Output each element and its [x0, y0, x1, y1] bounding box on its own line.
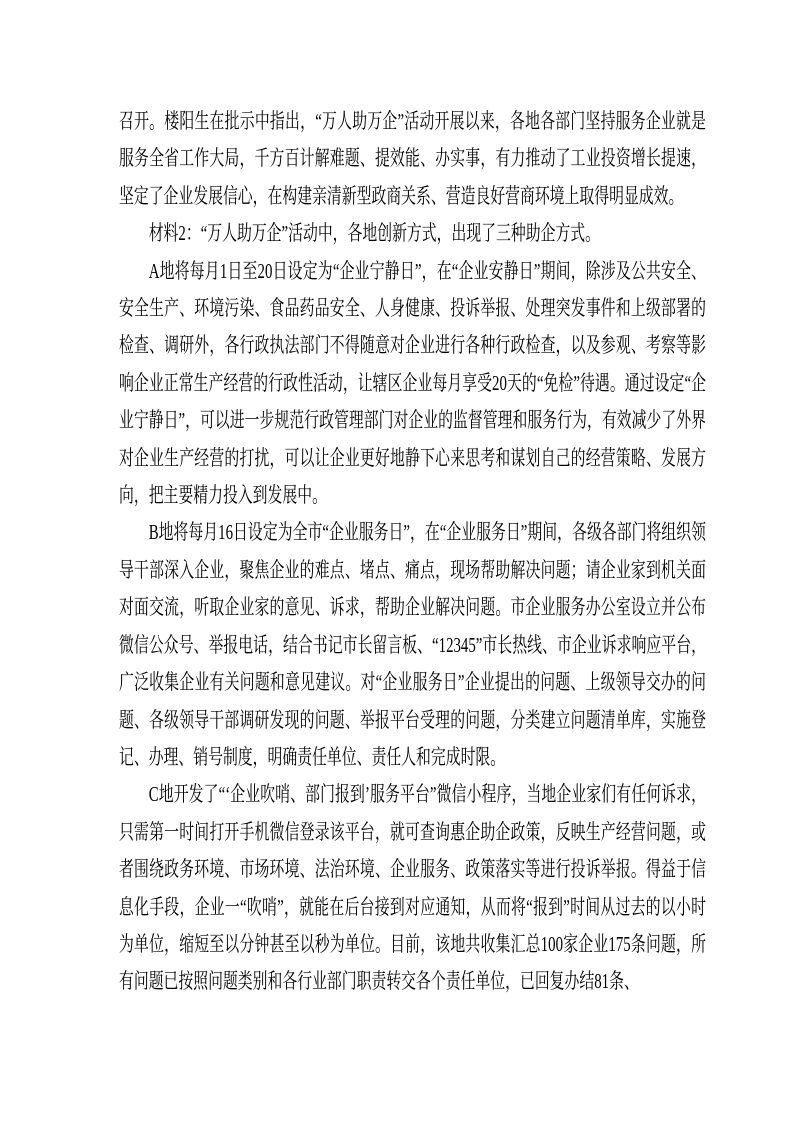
paragraph-city-c: C地开发了“‘企业吹哨、部门报到’服务平台”微信小程序，当地企业家们有任何诉求，只需第一时间打开手机微信登录该平台，就可查询惠企助企政策，反映生产经营问题，或者围绕政务环境、市场环境、法治环境、企业服务、政策落实等进行投诉举报。得益于信息化手段，企业一“吹哨”，就能在后台接到对应通知，从而将“报到”时间从过去的以小时为单位，缩短至以分钟甚至以秒为单位。目前，该地共收集汇总100家企业175条问题，所有问题已按照问题类别和各行业部门职责转交各个责任单位，已回复办结81条、 — [119, 782, 706, 994]
paragraph-city-a: A地将每月1日至20日设定为“企业宁静日”，在“企业安静日”期间，除涉及公共安全、安全生产、环境污染、食品药品安全、人身健康、投诉举报、处理突发事件和上级部署的检查、调研外，各行政执法部门不得随意对企业进行各种行政检查，以及参观、考察等影响企业正常生产经营的行政性活动，让辖区企业每月享受20天的“免检”待遇。通过设定“企业宁静日”，可以进一步规范行政管理部门对企业的监督管理和服务行为，有效减少了外界对企业生产经营的打扰，可以让企业更好地静下心来思考和谋划自己的经营策略、发展方向，把主要精力投入到发展中。 — [119, 258, 706, 508]
document-body — [119, 103, 706, 1001]
paragraph-material2-heading: 材料2：“万人助万企”活动中，各地创新方式，出现了三种助企方式。 — [148, 221, 600, 246]
paragraph-city-b: B地将每月16日设定为全市“企业服务日”，在“企业服务日”期间，各级各部门将组织领导干部深入企业，聚焦企业的难点、堵点、痛点，现场帮助解决问题；请企业家到机关面对面交流，听取企业家的意见、诉求，帮助企业解决问题。市企业服务办公室设立并公布微信公众号、举报电话，结合书记市长留言板、“12345”市长热线、市企业诉求响应平台，广泛收集企业有关问题和意见建议。对“企业服务日”企业提出的问题、上级领导交办的问题、各级领导干部调研发现的问题、举报平台受理的问题，分类建立问题清单库，实施登记、办理、销号制度，明确责任单位、责任人和完成时限。 — [119, 520, 706, 769]
paragraph-material1-continuation: 召开。楼阳生在批示中指出，“万人助万企”活动开展以来，各地各部门坚持服务企业就是服务全省工作大局，千方百计解难题、提效能、办实事，有力推动了工业投资增长提速，坚定了企业发展信心，在构建亲清新型政商关系、营造良好营商环境上取得明显成效。 — [119, 109, 706, 208]
